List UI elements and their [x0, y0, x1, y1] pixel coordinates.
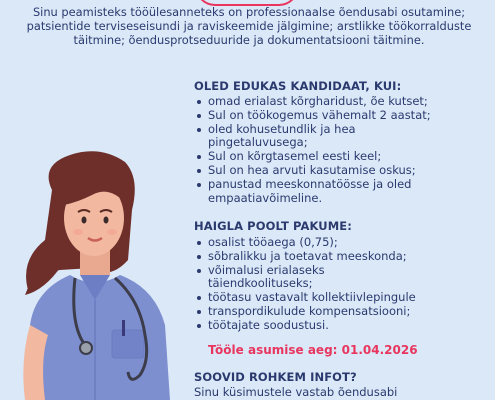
start-date: Tööle asumise aeg: 01.04.2026: [208, 343, 418, 357]
more-info-text: Sinu küsimustele vastab õendusabi: [194, 385, 398, 399]
candidate-section-title: OLED EDUKAS KANDIDAAT, KUI:: [194, 79, 402, 93]
list-item: töötasu vastavalt kollektiivlepingule: [194, 291, 469, 305]
list-item: oled kohusetundlik ja hea pingetaluvusega;: [194, 123, 378, 151]
list-item: osalist tööaega (0,75);: [194, 236, 469, 250]
job-description: Sinu peamisteks tööülesanneteks on professionaalse õendusabi osutamine; patsientide terviseseisundi ja raviskeemide jälgimine; arstlikke töökorralduste täitmine; õendusprotseduuride ja dokumentatsiooni täitmine.: [26, 5, 472, 47]
nurse-illustration: [0, 150, 195, 400]
list-item: töötajate soodustusi.: [194, 319, 469, 333]
list-item: sõbralikku ja toetavat meeskonda;: [194, 250, 469, 264]
scrubs-shape: [30, 275, 170, 400]
list-item: Sul on hea arvuti kasutamise oskus;: [194, 164, 469, 178]
list-item: omad erialast kõrgharidust, õe kutset;: [194, 95, 469, 109]
offer-list: [194, 236, 469, 333]
candidate-requirements-list: [194, 95, 469, 205]
offer-section-title: HAIGLA POOLT PAKUME:: [194, 219, 352, 233]
list-item: transpordikulude kompensatsiooni;: [194, 305, 469, 319]
list-item: Sul on kõrgtasemel eesti keel;: [194, 150, 469, 164]
list-item: võimalusi erialaseks täiendkoolituseks;: [194, 264, 418, 292]
list-item: panustad meeskonnatöösse ja oled empaatiavõimeline.: [194, 178, 448, 206]
list-item: Sul on töökogemus vähemalt 2 aastat;: [194, 109, 469, 123]
more-info-title: SOOVID ROHKEM INFOT?: [194, 370, 357, 384]
